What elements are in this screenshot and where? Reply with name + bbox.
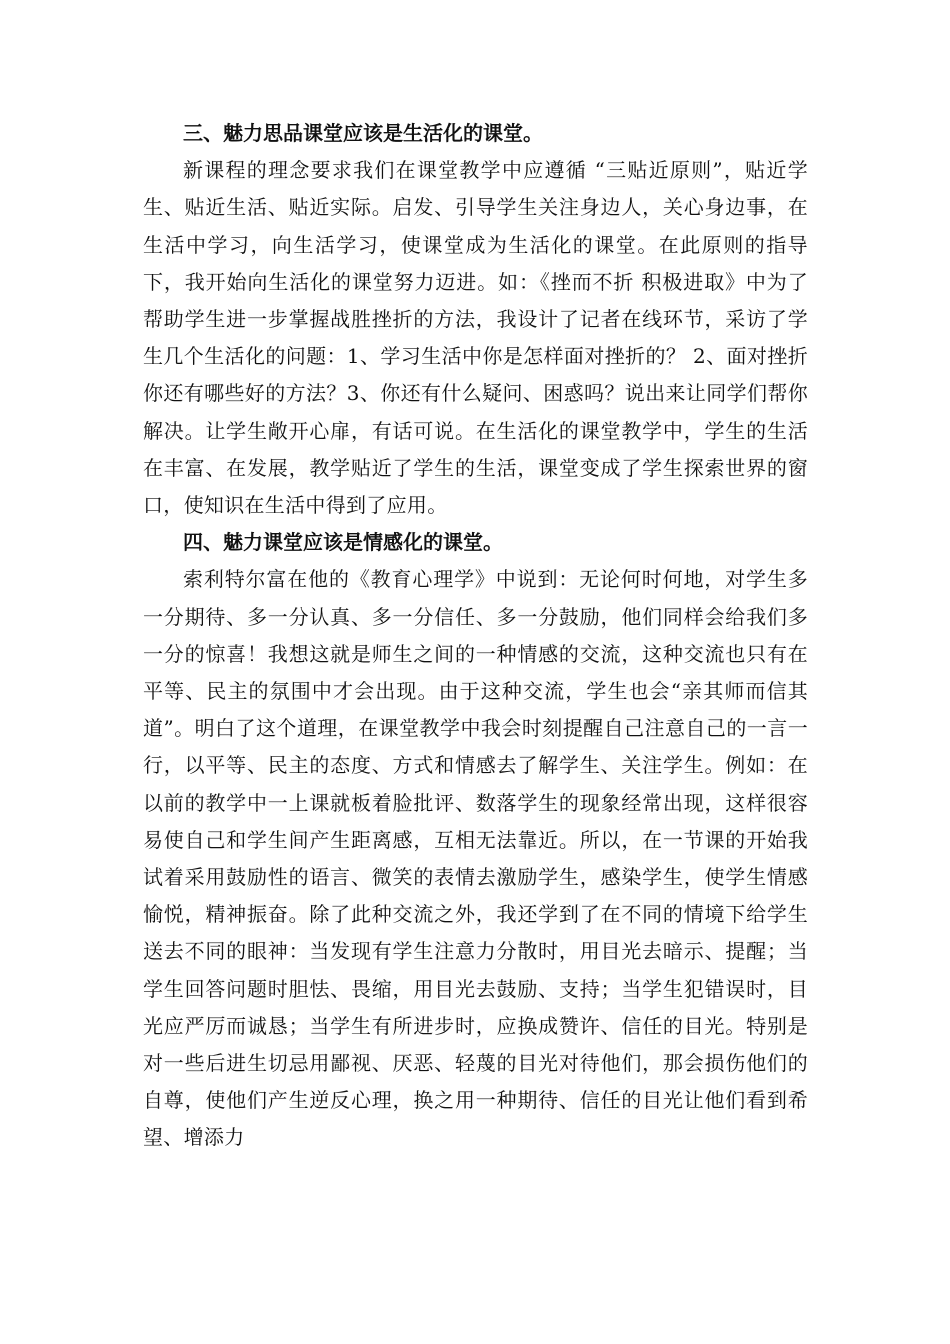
document-body <box>143 115 808 1157</box>
section-heading-3: 三、魅力思品课堂应该是生活化的课堂。 <box>183 121 543 145</box>
section-heading-4: 四、魅力课堂应该是情感化的课堂。 <box>183 530 503 555</box>
section-paragraph-3: 新课程的理念要求我们在课堂教学中应遵循 “三贴近原则”，贴近学生、贴近生活、贴近实际。启发、引导学生关注身边人，关心身边事，在生活中学习，向生活学习，使课堂成为生活化的课堂。在此原则的指导下，我开始向生活化的课堂努力迈进。如：《挫而不折 积极进取》中为了帮助学生进一步掌握战胜挫折的方法，我设计了记者在线环节，采访了学生几个生活化的问题：1、学习生活中你是怎样面对挫折的？ 2、面对挫折你还有哪些好的方法？3、你还有什么疑问、困惑吗？说出来让同学们帮你解决。让学生敞开心扉，有话可说。在生活化的课堂教学中，学生的生活在丰富、在发展，教学贴近了学生的生活，课堂变成了学生探索世界的窗口，使知识在生活中得到了应用。 <box>143 158 808 518</box>
section-paragraph-4: 索利特尔富在他的《教育心理学》中说到：无论何时何地，对学生多一分期待、多一分认真、多一分信任、多一分鼓励，他们同样会给我们多一分的惊喜！我想这就是师生之间的一种情感的交流，这种交流也只有在平等、民主的氛围中才会出现。由于这种交流，学生也会“亲其师而信其道”。明白了这个道理，在课堂教学中我会时刻提醒自己注意自己的一言一行，以平等、民主的态度、方式和情感去了解学生、关注学生。例如：在以前的教学中一上课就板着脸批评、数落学生的现象经常出现，这样很容易使自己和学生间产生距离感，互相无法靠近。所以，在一节课的开始我试着采用鼓励性的语言、微笑的表情去激励学生，感染学生，使学生情感愉悦，精神振奋。除了此种交流之外，我还学到了在不同的情境下给学生送去不同的眼神：当发现有学生注意力分散时，用目光去暗示、提醒；当学生回答问题时胆怯、畏缩，用目光去鼓励、支持；当学生犯错误时，目光应严厉而诚恳；当学生有所进步时，应换成赞许、信任的目光。特别是对一些后进生切忌用鄙视、厌恶、轻蔑的目光对待他们，那会损伤他们的自尊，使他们产生逆反心理，换之用一种期待、信任的目光让他们看到希望、增添力 <box>143 567 808 1150</box>
